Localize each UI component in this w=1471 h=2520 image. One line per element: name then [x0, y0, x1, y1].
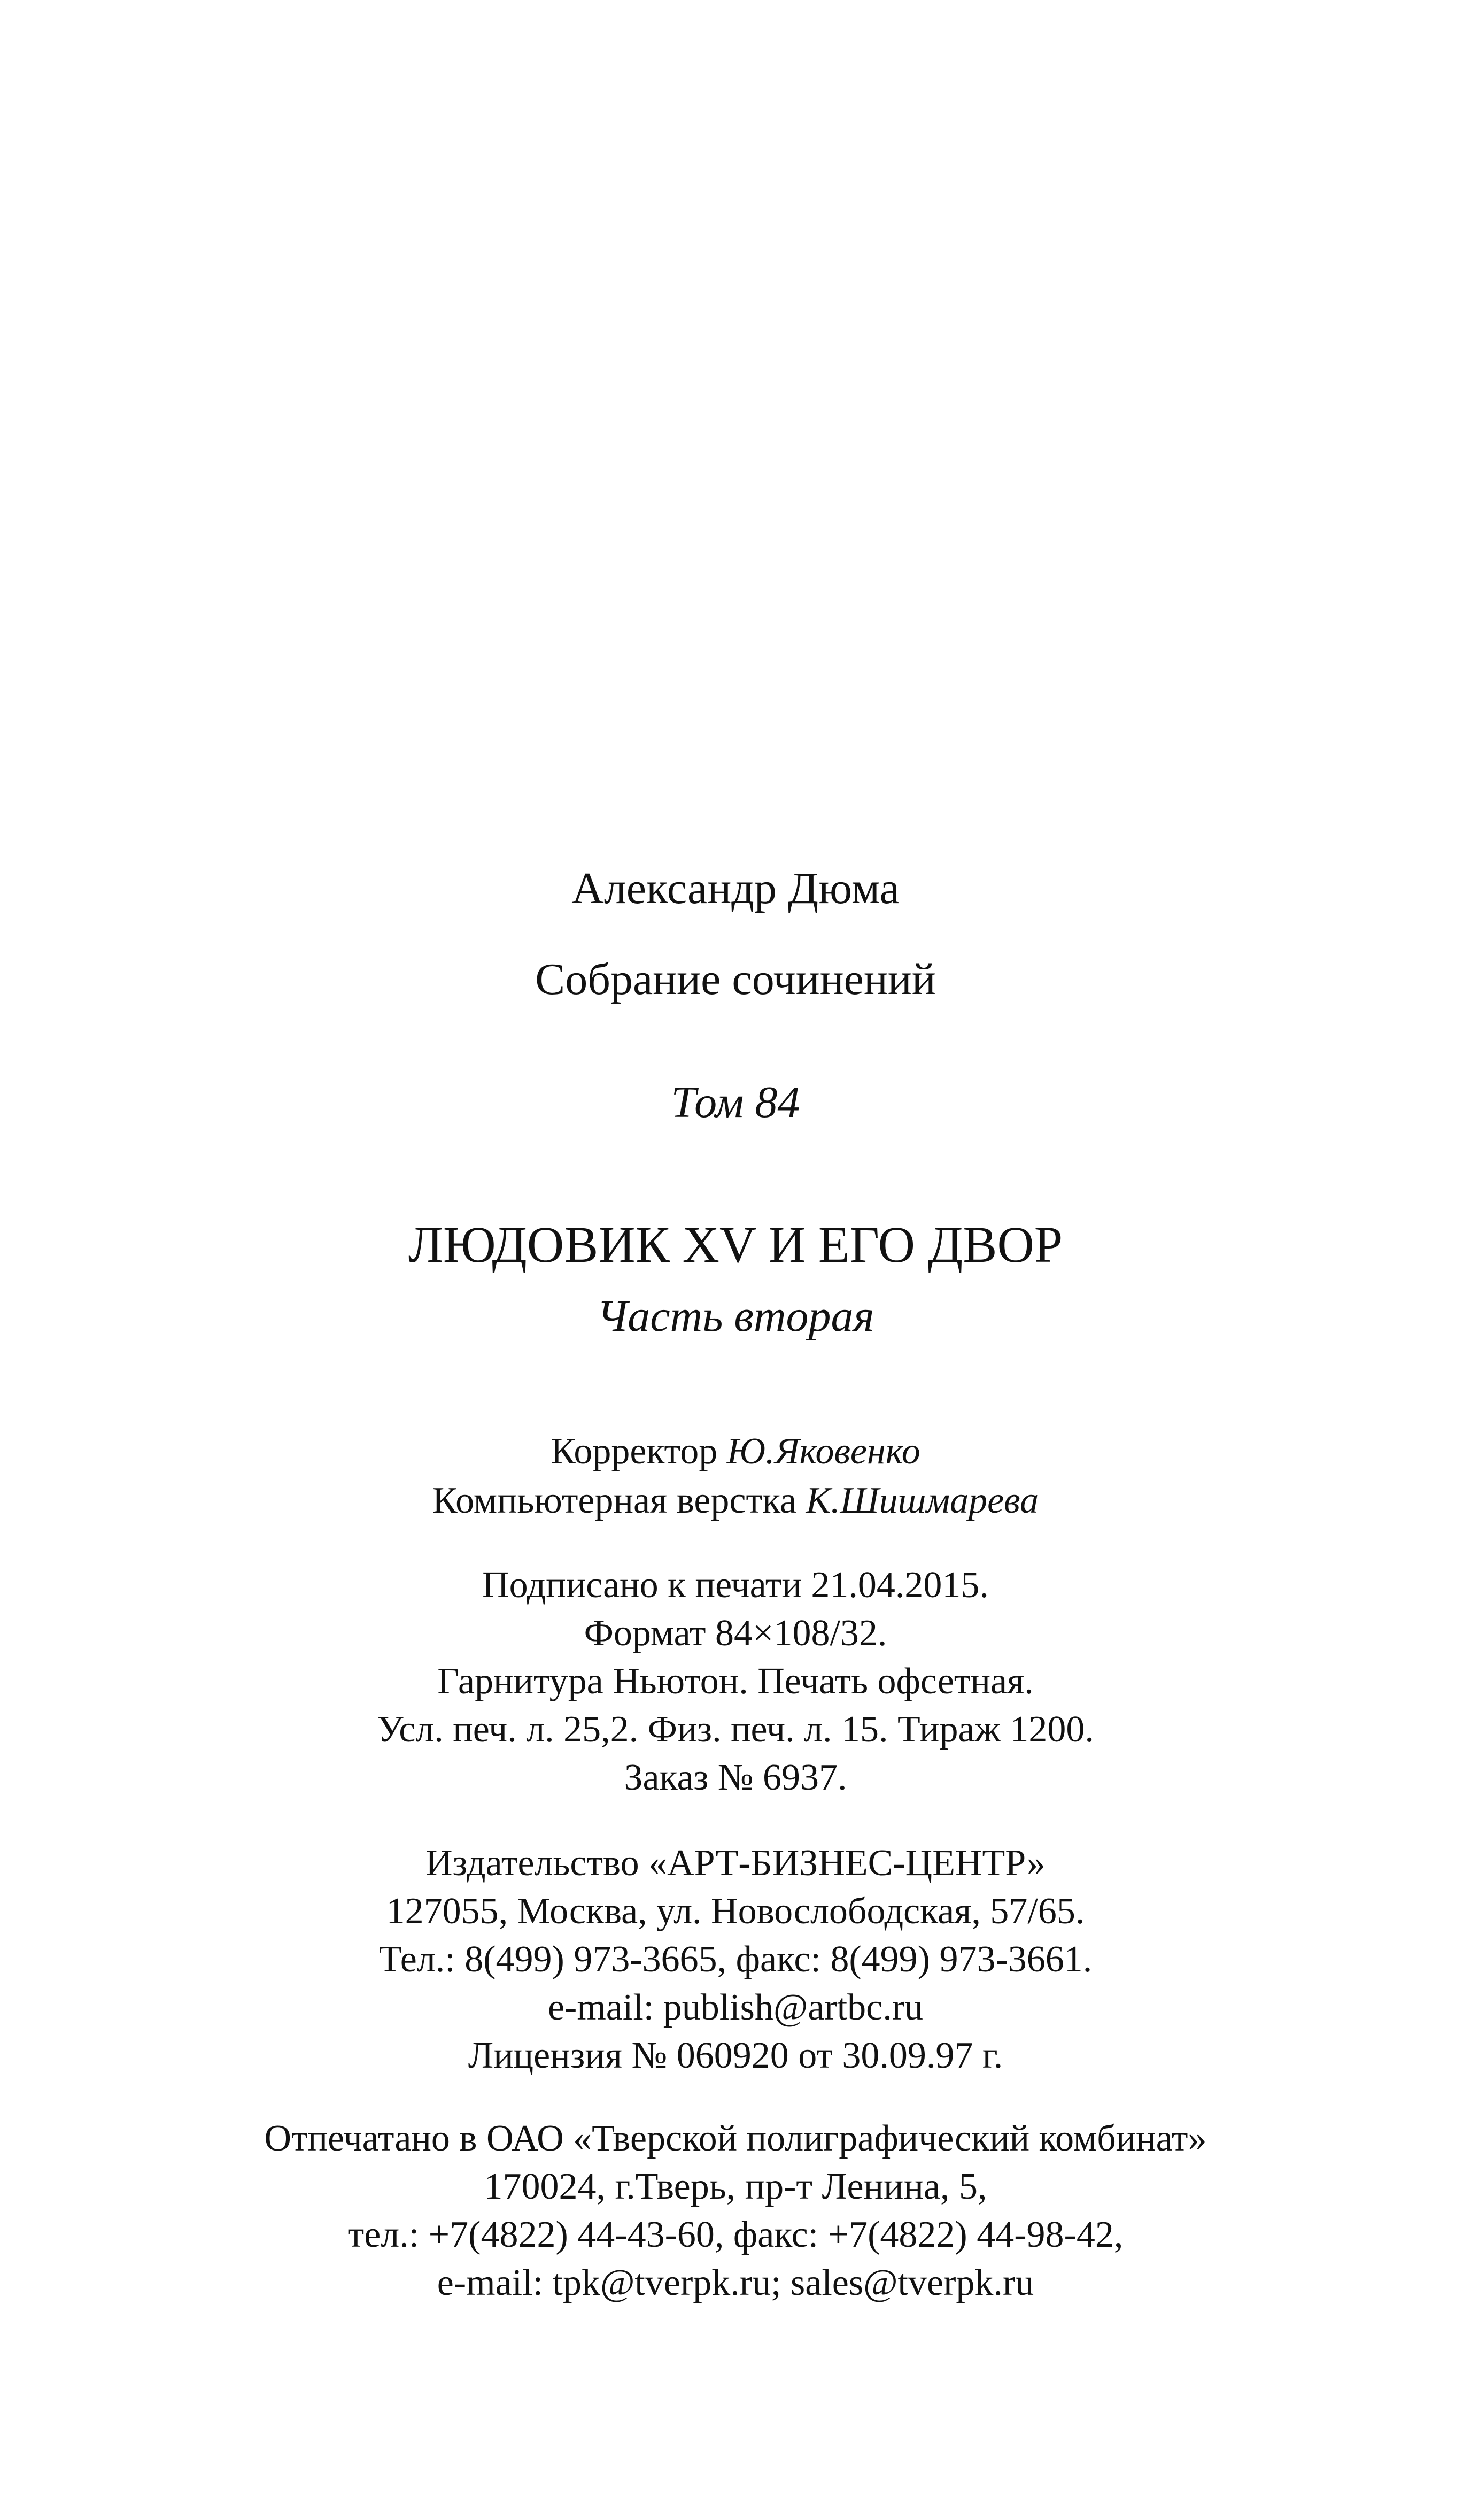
volume-number: Том 84 [671, 1077, 800, 1127]
signed-to-print: Подписано к печати 21.04.2015. [482, 1565, 989, 1606]
publisher-name: Издательство «АРТ-БИЗНЕС-ЦЕНТР» [425, 1843, 1046, 1884]
order-number: Заказ № 6937. [624, 1757, 847, 1798]
layout-label: Компьютерная верстка [432, 1480, 797, 1521]
typeface-info: Гарнитура Ньютон. Печать офсетная. [437, 1661, 1034, 1702]
printer-name: Отпечатано в ОАО «Тверской полиграфический комбинат» [264, 2118, 1207, 2159]
corrector-name: Ю.Яковенко [726, 1431, 920, 1472]
publisher-address: 127055, Москва, ул. Новослободская, 57/65. [386, 1891, 1085, 1932]
printer-email: e-mail: tpk@tverpk.ru; sales@tverpk.ru [437, 2262, 1034, 2303]
book-title: ЛЮДОВИК XV И ЕГО ДВОР [408, 1216, 1063, 1273]
series-title: Собрание сочинений [535, 954, 936, 1004]
publisher-phones: Тел.: 8(499) 973-3665, факс: 8(499) 973-3661. [378, 1939, 1093, 1980]
layout-line [0, 1482, 1471, 1520]
layout-name: К.Шишмарева [806, 1480, 1039, 1521]
publisher-license: Лицензия № 060920 от 30.09.97 г. [468, 2035, 1003, 2076]
corrector-label: Корректор [551, 1431, 718, 1472]
printer-address: 170024, г.Тверь, пр-т Ленина, 5, [484, 2166, 987, 2207]
publisher-email: e-mail: publish@artbc.ru [547, 1987, 924, 2028]
book-part: Часть вторая [597, 1291, 874, 1341]
sheets-and-run: Усл. печ. л. 25,2. Физ. печ. л. 15. Тираж 1200. [377, 1709, 1094, 1750]
author-name: Александр Дюма [571, 864, 900, 913]
paper-format: Формат 84×108/32. [584, 1613, 887, 1654]
printer-phones: тел.: +7(4822) 44-43-60, факс: +7(4822) 44-98-42, [347, 2214, 1124, 2255]
corrector-line [0, 1433, 1471, 1470]
